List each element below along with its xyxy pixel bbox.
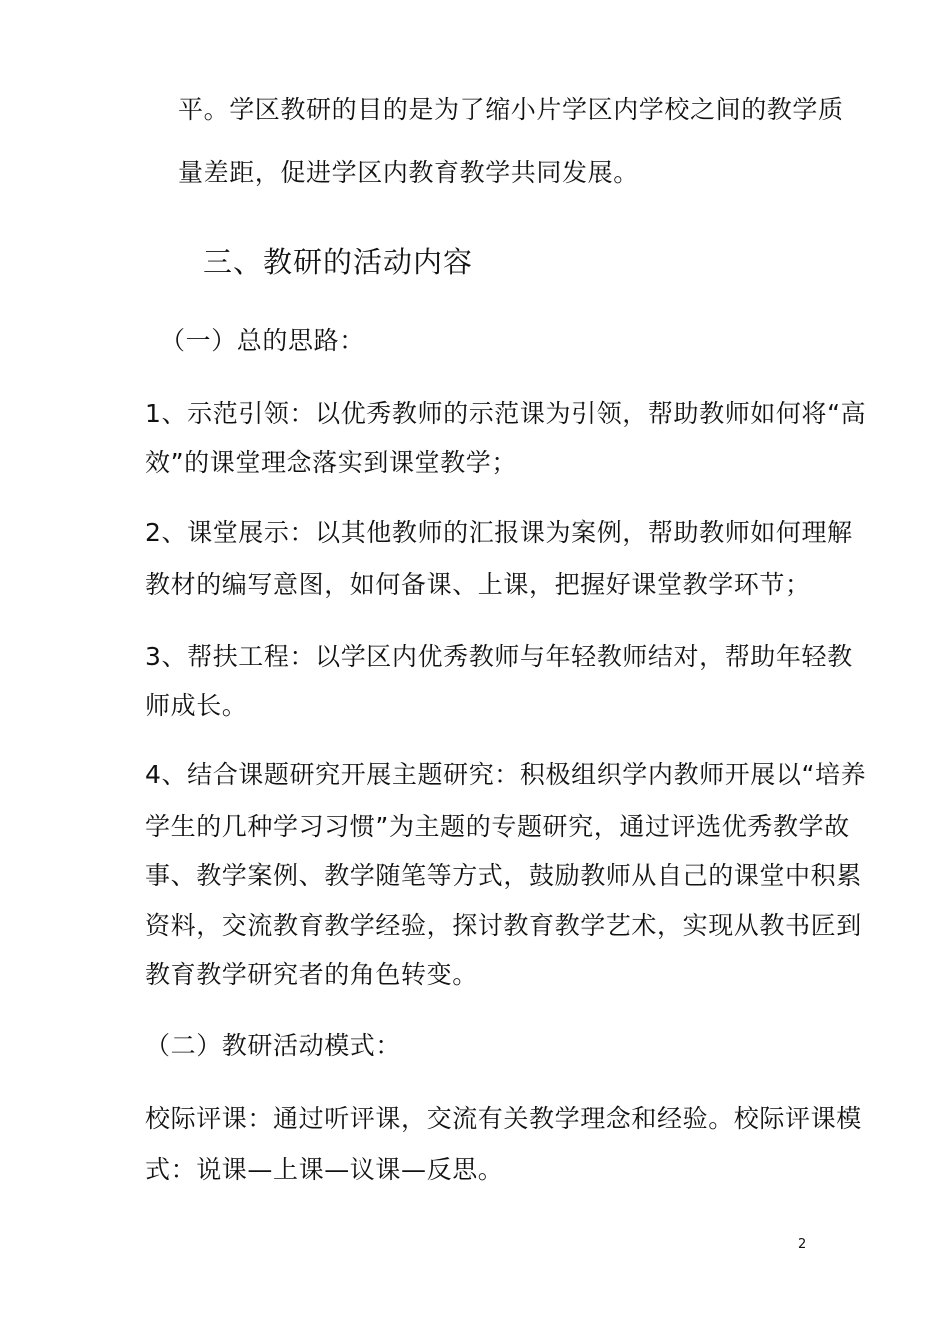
page-number: 2 xyxy=(798,1237,807,1252)
subsection-heading-1: （一）总的思路： xyxy=(160,326,365,355)
item-1-line-1: 1、示范引领：以优秀教师的示范课为引领，帮助教师如何将“高 xyxy=(145,399,867,428)
item-1-line-2: 效”的课堂理念落实到课堂教学； xyxy=(145,448,517,477)
mode-line-2: 式：说课—上课—议课—反思。 xyxy=(145,1155,504,1184)
intro-line-1: 平。学区教研的目的是为了缩小片学区内学校之间的教学质 xyxy=(178,95,844,124)
item-2-line-2: 教材的编写意图，如何备课、上课，把握好课堂教学环节； xyxy=(145,570,811,599)
subsection-heading-2: （二）教研活动模式： xyxy=(145,1031,402,1060)
item-2-line-1: 2、课堂展示：以其他教师的汇报课为案例，帮助教师如何理解 xyxy=(145,518,853,547)
item-4-line-1: 4、结合课题研究开展主题研究：积极组织学内教师开展以“培养 xyxy=(145,760,867,789)
section-heading: 三、教研的活动内容 xyxy=(203,245,474,279)
item-3-line-2: 师成长。 xyxy=(145,691,248,720)
item-4-line-3: 事、教学案例、教学随笔等方式，鼓励教师从自己的课堂中积累 xyxy=(145,861,862,890)
item-4-line-5: 教育教学研究者的角色转变。 xyxy=(145,960,478,989)
item-3-line-1: 3、帮扶工程：以学区内优秀教师与年轻教师结对，帮助年轻教 xyxy=(145,642,853,671)
item-4-line-4: 资料，交流教育教学经验，探讨教育教学艺术，实现从教书匠到 xyxy=(145,911,862,940)
intro-line-2: 量差距，促进学区内教育教学共同发展。 xyxy=(178,158,639,187)
mode-line-1: 校际评课：通过听评课，交流有关教学理念和经验。校际评课模 xyxy=(145,1104,862,1133)
item-4-line-2: 学生的几种学习习惯”为主题的专题研究，通过评选优秀教学故 xyxy=(145,812,850,841)
